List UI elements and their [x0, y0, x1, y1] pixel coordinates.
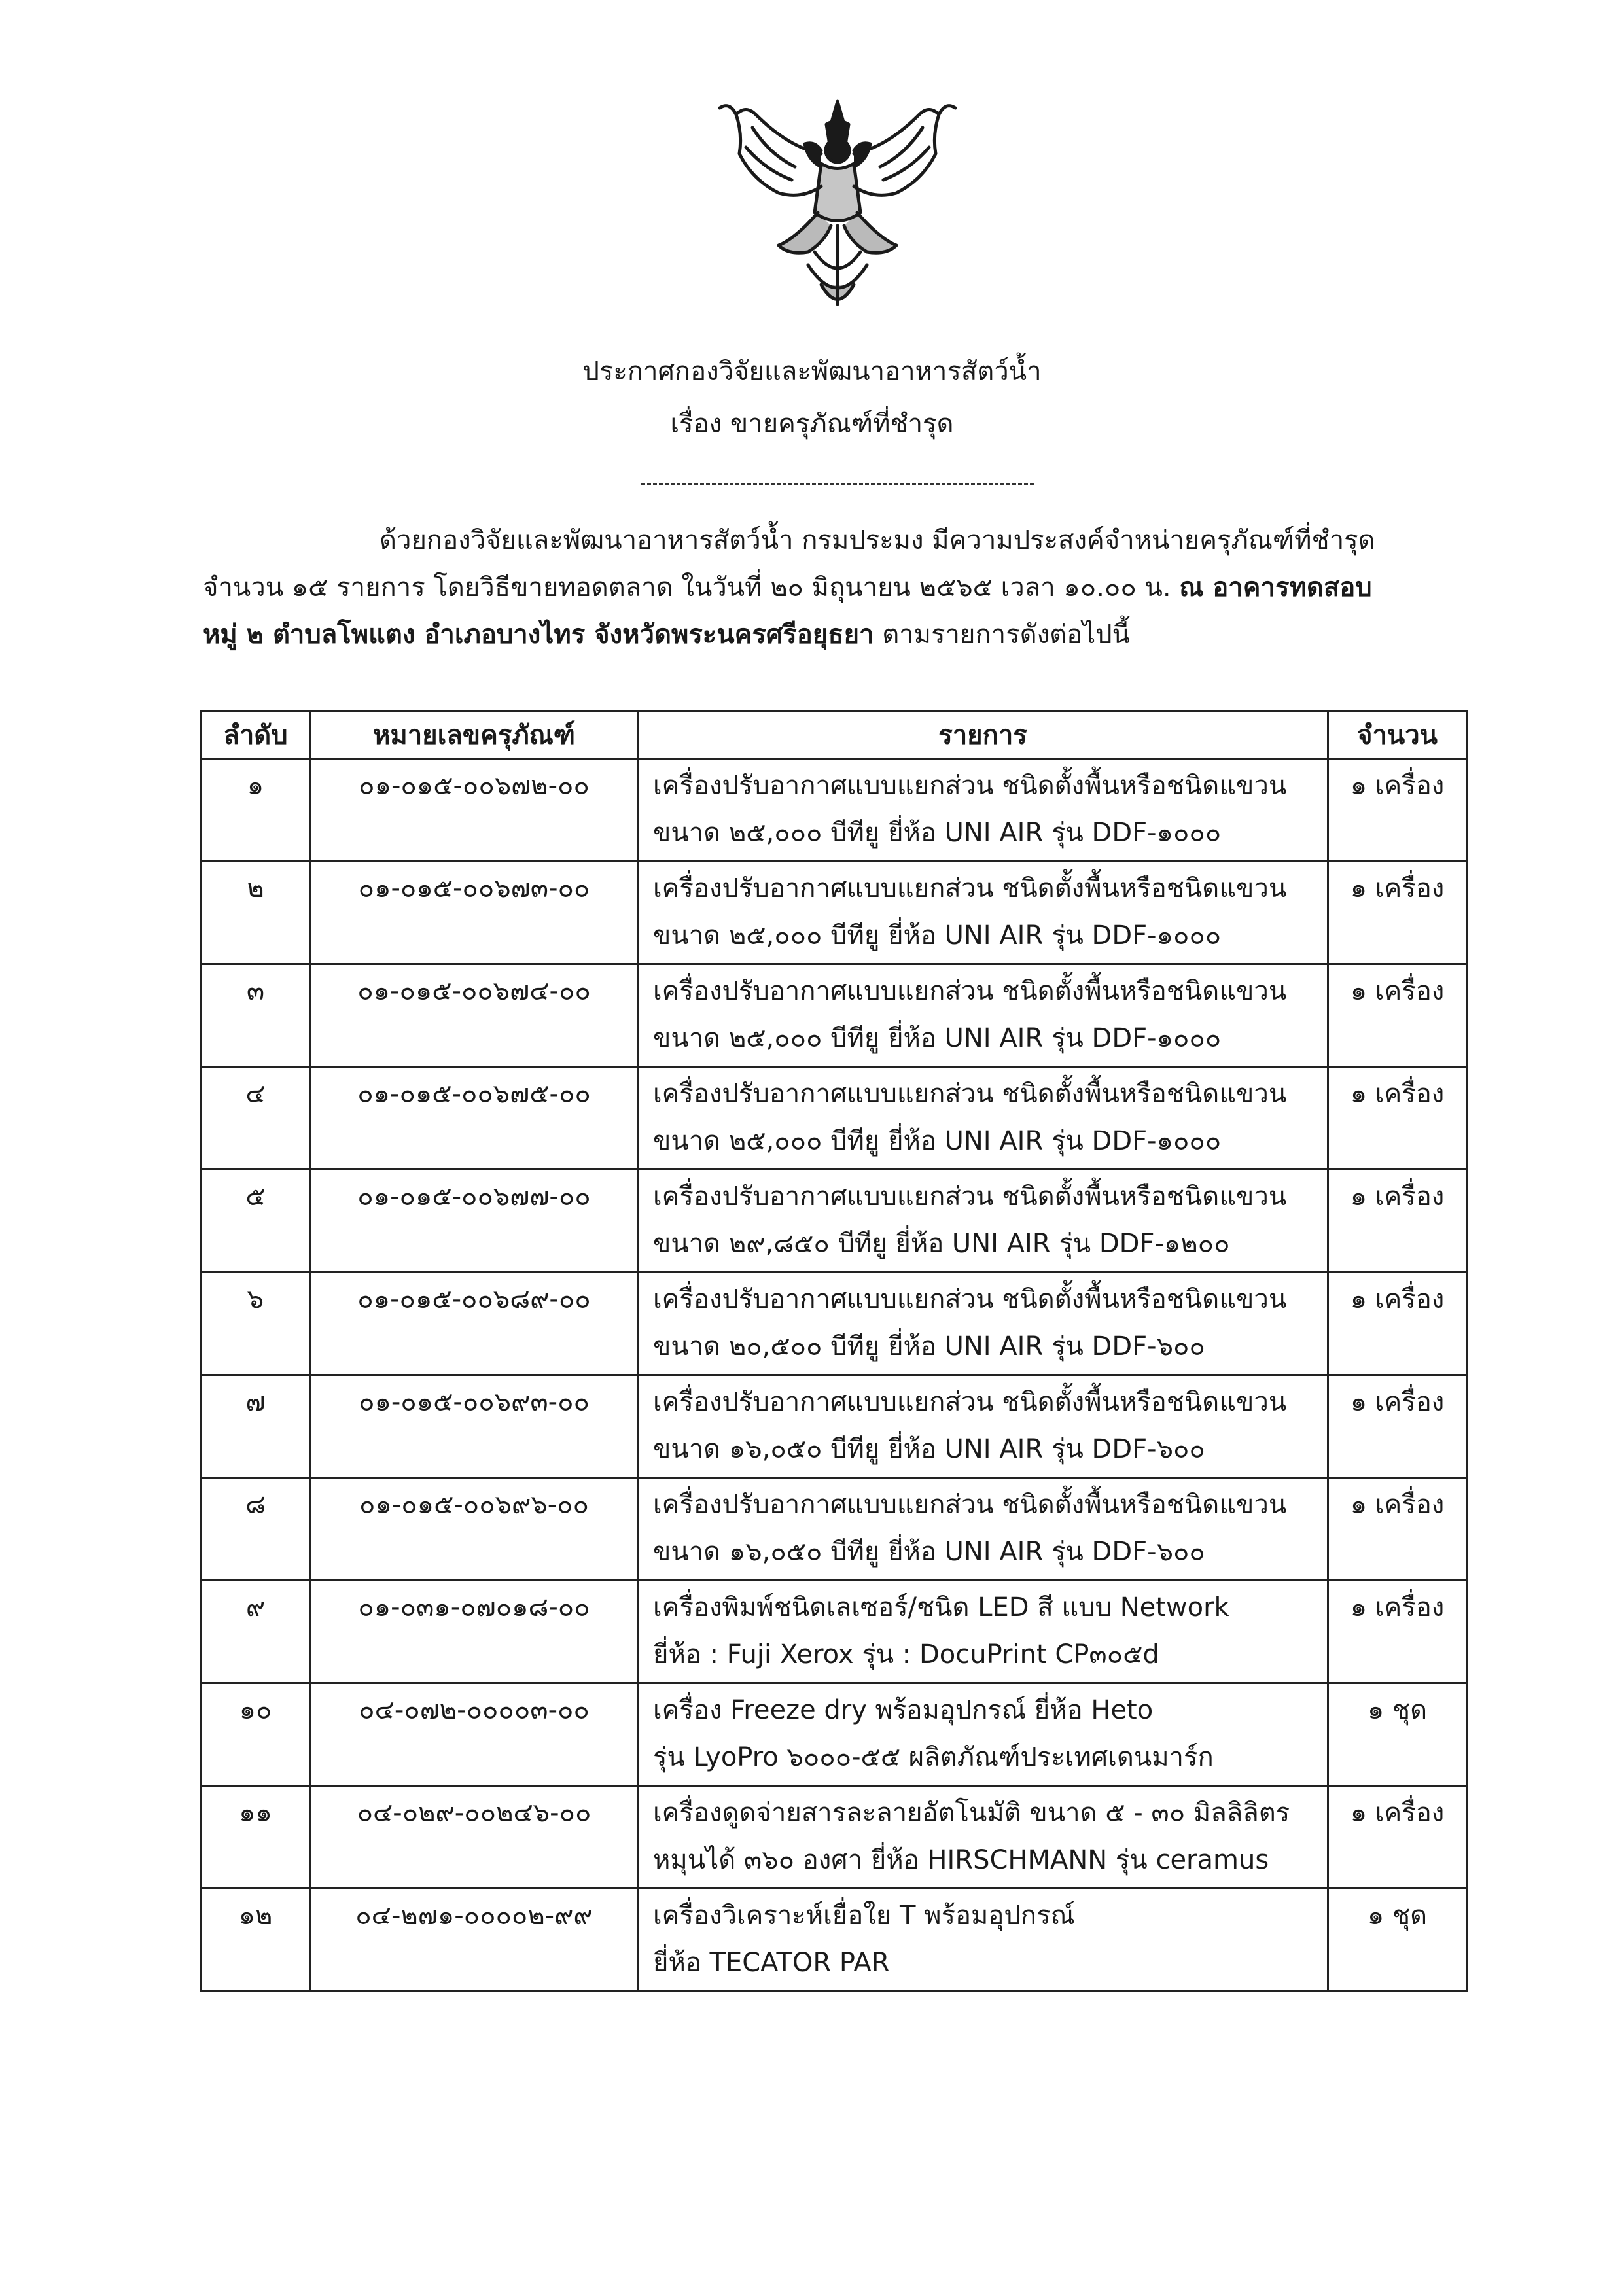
item-description-line-1: เครื่องปรับอากาศแบบแยกส่วน ชนิดตั้งพื้นหรือชนิดแขวน [653, 873, 1287, 904]
item-quantity [1328, 1683, 1467, 1786]
asset-code [311, 964, 638, 1067]
item-quantity-line-1: ๑ เครื่อง [1350, 1490, 1445, 1520]
row-number [201, 1581, 311, 1683]
item-description-line-1: เครื่องปรับอากาศแบบแยกส่วน ชนิดตั้งพื้นหรือชนิดแขวน [653, 1182, 1287, 1212]
asset-code [311, 759, 638, 862]
row-number-line-1: ๒ [247, 873, 264, 904]
item-description-line-2: หมุนได้ ๓๖๐ องศา ยี่ห้อ HIRSCHMANN รุ่น ceramus [653, 1845, 1269, 1875]
row-number-line-1: ๘ [245, 1490, 266, 1520]
header-no: ลำดับ [201, 711, 311, 759]
item-quantity-line-1: ๑ เครื่อง [1350, 1284, 1445, 1314]
asset-code [311, 1889, 638, 1992]
item-description-line-2: ยี่ห้อ : Fuji Xerox รุ่น : DocuPrint CP๓๐๕d [653, 1640, 1159, 1670]
table-row [201, 1683, 1467, 1786]
item-description [638, 1375, 1328, 1478]
item-quantity-line-1: ๑ ชุด [1367, 1695, 1428, 1725]
item-description-line-1: เครื่องปรับอากาศแบบแยกส่วน ชนิดตั้งพื้นหรือชนิดแขวน [653, 1079, 1287, 1109]
row-number-line-1: ๑ [247, 771, 264, 801]
item-quantity-line-1: ๑ เครื่อง [1350, 1592, 1445, 1623]
asset-code-line-1: ๐๑-๐๑๕-๐๐๖๗๕-๐๐ [357, 1079, 591, 1109]
item-description [638, 1683, 1328, 1786]
item-description-line-2: ยี่ห้อ TECATOR PAR [653, 1948, 890, 1978]
table-row [201, 1273, 1467, 1375]
item-description-line-1: เครื่องปรับอากาศแบบแยกส่วน ชนิดตั้งพื้นหรือชนิดแขวน [653, 1284, 1287, 1314]
item-quantity [1328, 759, 1467, 862]
asset-code [311, 862, 638, 964]
row-number [201, 759, 311, 862]
item-quantity [1328, 1478, 1467, 1581]
row-number [201, 1273, 311, 1375]
row-number-line-1: ๙ [245, 1592, 266, 1623]
asset-code-line-1: ๐๑-๐๑๕-๐๐๖๙๖-๐๐ [359, 1490, 589, 1520]
item-description-line-2: ขนาด ๒๕,๐๐๐ บีทียู ยี่ห้อ UNI AIR รุ่น DDF-๑๐๐๐ [653, 818, 1222, 848]
item-description-line-2: ขนาด ๒๕,๐๐๐ บีทียู ยี่ห้อ UNI AIR รุ่น DDF-๑๐๐๐ [653, 1023, 1222, 1053]
row-number-line-1: ๑๑ [239, 1798, 272, 1828]
header-code: หมายเลขครุภัณฑ์ [311, 711, 638, 759]
equipment-table [200, 710, 1468, 1992]
table-row [201, 1375, 1467, 1478]
asset-code-line-1: ๐๑-๐๑๕-๐๐๖๘๙-๐๐ [357, 1284, 591, 1314]
table-row [201, 1067, 1467, 1170]
intro-line-2-text: จำนวน ๑๕ รายการ โดยวิธีขายทอดตลาด ในวันที่ ๒๐ มิถุนายน ๒๕๖๕ เวลา ๑๐.๐๐ น. [203, 572, 1180, 603]
table-row [201, 1478, 1467, 1581]
item-description-line-1: เครื่องปรับอากาศแบบแยกส่วน ชนิดตั้งพื้นหรือชนิดแขวน [653, 976, 1287, 1006]
item-description [638, 1581, 1328, 1683]
item-description-line-1: เครื่องดูดจ่ายสารละลายอัตโนมัติ ขนาด ๕ - ๓๐ มิลลิลิตร [653, 1798, 1290, 1828]
intro-line-1: ด้วยกองวิจัยและพัฒนาอาหารสัตว์น้ำ กรมประมง มีความประสงค์จำหน่ายครุภัณฑ์ที่ชำรุด [380, 525, 1375, 555]
row-number [201, 1067, 311, 1170]
table-row [201, 1786, 1467, 1889]
item-description [638, 1067, 1328, 1170]
row-number-line-1: ๖ [247, 1284, 264, 1314]
table-row [201, 862, 1467, 964]
item-quantity [1328, 1581, 1467, 1683]
item-description-line-1: เครื่องปรับอากาศแบบแยกส่วน ชนิดตั้งพื้นหรือชนิดแขวน [653, 1387, 1287, 1417]
announcement-subject: เรื่อง ขายครุภัณฑ์ที่ชำรุด [670, 409, 954, 439]
item-quantity [1328, 1273, 1467, 1375]
item-description [638, 1889, 1328, 1992]
garuda-emblem-icon [716, 88, 959, 324]
item-description [638, 759, 1328, 862]
item-quantity [1328, 1067, 1467, 1170]
item-description-line-1: เครื่องพิมพ์ชนิดเลเซอร์/ชนิด LED สี แบบ Network [653, 1592, 1229, 1623]
intro-line-2-bold: ณ อาคารทดสอบ [1179, 572, 1372, 603]
asset-code [311, 1273, 638, 1375]
asset-code-line-1: ๐๑-๐๑๕-๐๐๖๗๒-๐๐ [359, 771, 590, 801]
item-quantity [1328, 1375, 1467, 1478]
header-qty: จำนวน [1328, 711, 1467, 759]
item-quantity [1328, 862, 1467, 964]
row-number [201, 1889, 311, 1992]
asset-code [311, 1067, 638, 1170]
item-description-line-1: เครื่องวิเคราะห์เยื่อใย T พร้อมอุปกรณ์ [653, 1901, 1075, 1931]
row-number-line-1: ๕ [245, 1182, 266, 1212]
asset-code [311, 1478, 638, 1581]
item-description-line-1: เครื่องปรับอากาศแบบแยกส่วน ชนิดตั้งพื้นหรือชนิดแขวน [653, 1490, 1287, 1520]
item-description-line-2: ขนาด ๒๕,๐๐๐ บีทียู ยี่ห้อ UNI AIR รุ่น DDF-๑๐๐๐ [653, 921, 1222, 951]
table-row [201, 759, 1467, 862]
row-number [201, 1786, 311, 1889]
item-quantity-line-1: ๑ เครื่อง [1350, 771, 1445, 801]
item-description [638, 1478, 1328, 1581]
row-number [201, 1683, 311, 1786]
item-quantity-line-1: ๑ ชุด [1367, 1901, 1428, 1931]
asset-code-line-1: ๐๑-๐๑๕-๐๐๖๗๗-๐๐ [357, 1182, 591, 1212]
row-number [201, 964, 311, 1067]
intro-line-3 [203, 611, 1466, 658]
item-quantity-line-1: ๑ เครื่อง [1350, 976, 1445, 1006]
asset-code-line-1: ๐๑-๐๓๑-๐๗๐๑๘-๐๐ [358, 1592, 590, 1623]
row-number-line-1: ๑๒ [238, 1901, 273, 1931]
item-quantity [1328, 1786, 1467, 1889]
row-number-line-1: ๑๐ [239, 1695, 272, 1725]
item-quantity [1328, 1889, 1467, 1992]
item-description-line-2: รุ่น LyoPro ๖๐๐๐-๕๕ ผลิตภัณฑ์ประเทศเดนมาร์ก [653, 1742, 1214, 1772]
item-description [638, 1273, 1328, 1375]
item-quantity-line-1: ๑ เครื่อง [1350, 1079, 1445, 1109]
intro-paragraph [203, 517, 1466, 658]
item-description-line-1: เครื่อง Freeze dry พร้อมอุปกรณ์ ยี่ห้อ Heto [653, 1695, 1154, 1725]
item-description-line-2: ขนาด ๒๐,๕๐๐ บีทียู ยี่ห้อ UNI AIR รุ่น DDF-๖๐๐ [653, 1331, 1205, 1361]
asset-code [311, 1375, 638, 1478]
asset-code-line-1: ๐๔-๐๗๒-๐๐๐๐๓-๐๐ [359, 1695, 590, 1725]
asset-code [311, 1683, 638, 1786]
row-number-line-1: ๔ [245, 1079, 266, 1109]
item-quantity [1328, 1170, 1467, 1273]
table-header-row [201, 711, 1467, 759]
item-description-line-2: ขนาด ๒๕,๐๐๐ บีทียู ยี่ห้อ UNI AIR รุ่น DDF-๑๐๐๐ [653, 1126, 1222, 1156]
row-number [201, 1478, 311, 1581]
asset-code-line-1: ๐๑-๐๑๕-๐๐๖๗๓-๐๐ [358, 873, 590, 904]
header-desc: รายการ [638, 711, 1328, 759]
asset-code-line-1: ๐๑-๐๑๕-๐๐๖๗๔-๐๐ [357, 976, 591, 1006]
dashed-divider [641, 483, 1034, 485]
row-number [201, 1375, 311, 1478]
asset-code-line-1: ๐๑-๐๑๕-๐๐๖๙๓-๐๐ [359, 1387, 590, 1417]
table-row [201, 1889, 1467, 1992]
asset-code [311, 1170, 638, 1273]
table-row [201, 964, 1467, 1067]
table-body [201, 759, 1467, 1992]
item-description-line-1: เครื่องปรับอากาศแบบแยกส่วน ชนิดตั้งพื้นหรือชนิดแขวน [653, 771, 1287, 801]
asset-code [311, 1786, 638, 1889]
asset-code-line-1: ๐๔-๒๗๑-๐๐๐๐๒-๙๙ [355, 1901, 593, 1931]
item-quantity-line-1: ๑ เครื่อง [1350, 873, 1445, 904]
intro-line-2 [203, 564, 1466, 611]
row-number-line-1: ๓ [246, 976, 265, 1006]
item-description [638, 1170, 1328, 1273]
item-quantity-line-1: ๑ เครื่อง [1350, 1182, 1445, 1212]
item-description [638, 862, 1328, 964]
item-quantity-line-1: ๑ เครื่อง [1350, 1387, 1445, 1417]
item-description-line-2: ขนาด ๑๖,๐๕๐ บีทียู ยี่ห้อ UNI AIR รุ่น DDF-๖๐๐ [653, 1434, 1205, 1464]
announcement-title: ประกาศกองวิจัยและพัฒนาอาหารสัตว์น้ำ [582, 357, 1042, 387]
row-number [201, 862, 311, 964]
intro-line-3-bold: หมู่ ๒ ตำบลโพแตง อำเภอบางไทร จังหวัดพระนครศรีอยุธยา [203, 620, 874, 650]
row-number [201, 1170, 311, 1273]
item-description [638, 1786, 1328, 1889]
item-quantity [1328, 964, 1467, 1067]
asset-code-line-1: ๐๔-๐๒๙-๐๐๒๔๖-๐๐ [357, 1798, 591, 1828]
item-quantity-line-1: ๑ เครื่อง [1350, 1798, 1445, 1828]
row-number-line-1: ๗ [245, 1387, 266, 1417]
item-description [638, 964, 1328, 1067]
table-row [201, 1581, 1467, 1683]
intro-line-3-text: ตามรายการดังต่อไปนี้ [874, 620, 1130, 650]
item-description-line-2: ขนาด ๑๖,๐๕๐ บีทียู ยี่ห้อ UNI AIR รุ่น DDF-๖๐๐ [653, 1537, 1205, 1567]
item-description-line-2: ขนาด ๒๙,๘๕๐ บีทียู ยี่ห้อ UNI AIR รุ่น DDF-๑๒๐๐ [653, 1229, 1230, 1259]
asset-code [311, 1581, 638, 1683]
table-row [201, 1170, 1467, 1273]
